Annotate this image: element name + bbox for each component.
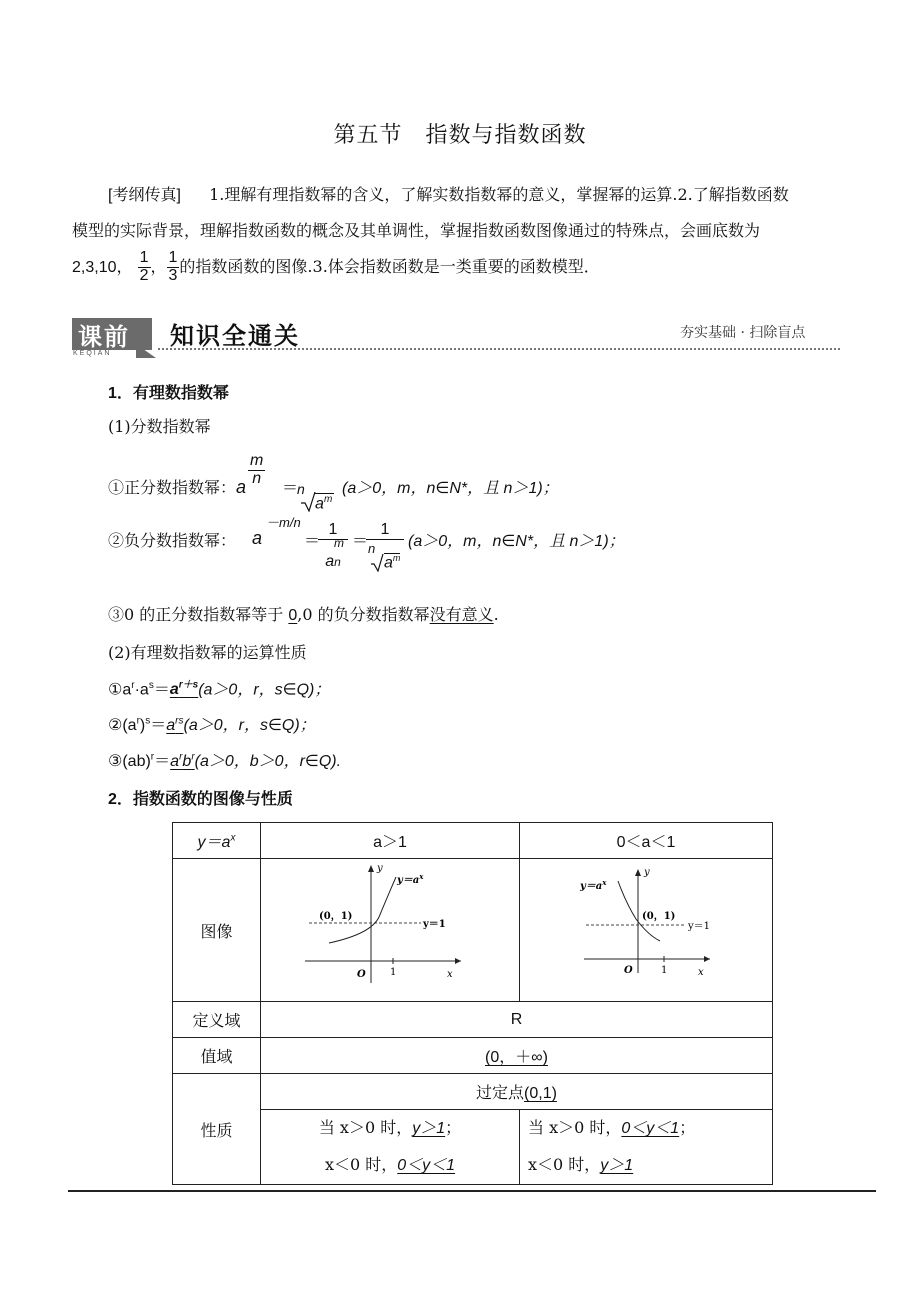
property-a-lt-1 (520, 1110, 773, 1185)
row-label-image: 图像 (173, 859, 261, 1002)
den-base: a (325, 552, 335, 570)
radicand (384, 553, 400, 572)
rule-3-base: ③(ab) (108, 753, 151, 770)
rule-2-exp-r: r (136, 715, 140, 727)
ans-base: a (169, 681, 179, 699)
exp-frac (248, 453, 265, 488)
table-row-monotonic (173, 1110, 773, 1185)
prop-answer: 0＜y＜1 (397, 1157, 456, 1174)
rule-1-base: ①a (108, 681, 132, 699)
origin-label: O (624, 965, 633, 976)
one-label: 1 (661, 965, 668, 976)
header-function-exp: x (230, 832, 236, 844)
zero-text-1: ③0 的正分数指数幂等于 (108, 605, 289, 624)
x-label: x (447, 969, 453, 980)
formula-positive-label: ①正分数指数幂： (108, 478, 237, 497)
fixed-point-value: (0,1) (524, 1085, 557, 1102)
rule-1-dot: ·a (134, 681, 149, 699)
header-function (173, 823, 261, 859)
exp-curve (329, 877, 396, 943)
section-1-sub-2: (2)有理数指数幂的运算性质 (108, 643, 307, 662)
prop-1-line-2 (261, 1147, 519, 1184)
banner-triangle (136, 344, 156, 358)
base-a: a (236, 477, 247, 497)
ans-b-exp: r (191, 751, 195, 763)
y-arrow-icon (368, 865, 374, 872)
root-index: n (297, 481, 305, 497)
rule-2-cond: (a＞0，r，s∈Q)； (183, 717, 316, 734)
rule-1-exp-s: s (148, 680, 154, 691)
curve-label (579, 878, 607, 892)
neg-exp: －m/n (266, 515, 301, 530)
bottom-rule (68, 1190, 876, 1192)
eq-sign: ＝ (150, 717, 167, 734)
graph-cell-1 (261, 859, 520, 1002)
frac-num: 1 (168, 249, 178, 266)
x-arrow-icon (704, 956, 710, 962)
curve-label-exp: x (419, 872, 424, 881)
frac-den-root (366, 540, 404, 570)
formula-negative (108, 515, 668, 588)
origin-label: O (357, 969, 366, 980)
ans-b: b (182, 753, 192, 770)
frac-num: 1 (139, 249, 149, 266)
property-a-gt-1 (261, 1110, 520, 1185)
table-row-range (173, 1038, 773, 1074)
banner-slogan: 夯实基础 · 扫除盲点 (680, 325, 806, 341)
fixed-point-cell (261, 1074, 773, 1110)
section-1-sub: (1)分数指数幂 (108, 417, 211, 436)
rule-2-exp-s: s (145, 715, 151, 727)
ans-base: a (166, 717, 176, 734)
banner-title: 知识全通关 (170, 323, 300, 350)
curve-label-text: y＝a (580, 881, 603, 892)
ans-exp: rs (175, 715, 184, 727)
prop-1-line-1 (261, 1110, 519, 1147)
radical-icon (370, 552, 384, 572)
header-a-lt-1 (520, 823, 773, 859)
intro-tag: [考纲传真] (108, 187, 181, 204)
row-label-property: 性质 (173, 1074, 261, 1185)
x-arrow-icon (455, 958, 461, 964)
prop-2-line-1 (528, 1110, 772, 1147)
root-index: n (368, 540, 376, 556)
banner-sub-label: KEQIAN (73, 350, 112, 357)
formula-zero (108, 602, 499, 625)
range-value: (0，＋∞) (485, 1049, 548, 1066)
formula-positive-cond: (a＞0，m，n∈N*，且 n＞1)； (342, 480, 559, 497)
domain-value: R (261, 1002, 773, 1038)
graph-decreasing (520, 859, 772, 997)
eq-sign: ＝ (153, 681, 170, 699)
frac-one-over-root (366, 522, 404, 570)
line-label: y＝1 (688, 921, 711, 932)
row-label-domain: 定义域 (173, 1002, 261, 1038)
prop-text: 当 x＞0 时， (318, 1118, 413, 1137)
y-label: y (644, 867, 650, 878)
rule-2-base: ②(a (108, 717, 137, 734)
header-function-text: y＝a (197, 834, 231, 851)
rule-3 (108, 748, 341, 771)
rule-3-cond: (a＞0，b＞0，r∈Q). (194, 753, 342, 770)
exp-function-table (172, 822, 773, 1185)
frac-power (236, 452, 282, 498)
intro-text-3: 的指数函数的图像.3.体会指数函数是一类重要的函数模型． (179, 256, 600, 276)
rule-2-answer (166, 717, 183, 734)
fixed-point-label: 过定点 (476, 1083, 525, 1102)
zero-text-2: ,0 的负分数指数幂 (297, 605, 430, 624)
rule-2 (108, 712, 316, 735)
formula-negative-cond: (a＞0，m，n∈N*，且 n＞1)； (408, 533, 625, 550)
zero-text-3: . (493, 605, 499, 624)
den-exp-m: m (334, 536, 344, 550)
rule-2-close: ) (139, 717, 146, 734)
table-row-image (173, 859, 773, 1002)
intro-bases: 2,3,10， (72, 258, 133, 276)
row-label-range: 值域 (173, 1038, 261, 1074)
graph-cell-2 (520, 859, 773, 1002)
radicand-exp: m (323, 494, 333, 505)
radicand-base: a (384, 554, 393, 572)
den-exp-n: n (334, 554, 341, 569)
rule-3-exp: r (150, 751, 155, 763)
intro-line-3 (72, 250, 600, 285)
y-label: y (377, 863, 383, 874)
graph-increasing (261, 859, 519, 997)
intro-line-2: 模型的实际背景，理解指数函数的概念及其单调性，掌握指数函数图像通过的特殊点，会画底数为 (72, 221, 761, 240)
prop-2-line-2 (528, 1147, 772, 1184)
curve-label-text: y＝a (397, 875, 420, 886)
section-2-heading: 2．指数函数的图像与性质 (108, 791, 293, 808)
header-a-gt-1 (261, 823, 520, 859)
one-label: 1 (390, 967, 397, 978)
ans-a-exp: r (179, 751, 183, 763)
section-1-heading: 1．有理数指数幂 (108, 385, 229, 402)
banner-tab-label: 课前 (78, 324, 130, 351)
curve-label-exp: x (602, 878, 607, 887)
prop-answer: y＞1 (600, 1157, 634, 1174)
y-arrow-icon (635, 869, 641, 876)
zero-answer: 0 (288, 607, 298, 624)
prop-text: 当 x＞0 时， (528, 1118, 622, 1137)
radicand-base: a (315, 495, 324, 513)
prop-text: x＜0 时， (528, 1155, 601, 1174)
fraction-third (167, 250, 180, 285)
rule-1-cond: (a＞0，r，s∈Q)； (198, 681, 331, 699)
curve-label (396, 872, 424, 886)
range-cell (261, 1038, 773, 1074)
radicand (315, 493, 334, 513)
fraction-half (138, 250, 151, 285)
table-header-row (173, 823, 773, 859)
rule-1-exp-r: r (131, 680, 135, 691)
radicand-exp: m (392, 552, 401, 563)
frac-den: 2 (139, 266, 149, 284)
frac-den: 3 (168, 266, 178, 284)
eq-sign-2: ＝ (352, 531, 369, 550)
den-exp (334, 555, 341, 569)
intro-line-1 (108, 182, 789, 205)
eq-sign: ＝ (154, 753, 171, 770)
radical-icon (300, 490, 316, 512)
prop-end: ； (679, 1118, 696, 1137)
x-label: x (698, 967, 704, 978)
prop-answer: 0＜y＜1 (621, 1120, 680, 1137)
ans-a: a (170, 753, 180, 770)
frac-num: 1 (366, 522, 404, 540)
prop-text: x＜0 时， (324, 1155, 398, 1174)
rule-3-answer (170, 753, 195, 770)
prop-answer: y＞1 (412, 1120, 446, 1137)
rule-1-answer (170, 681, 198, 698)
rule-1 (108, 676, 330, 699)
point-label: (0，1) (642, 911, 676, 922)
page-title: 第五节 指数与指数函数 (333, 123, 587, 148)
table-row-fixed-point (173, 1074, 773, 1110)
eq-sign-1: ＝ (304, 531, 321, 550)
eq-sign: ＝ (282, 478, 299, 497)
point-label: (0，1) (319, 911, 353, 922)
frac-sep: ， (150, 256, 167, 276)
frac-num: 1 (318, 522, 348, 540)
ans-exp: r＋s (178, 680, 199, 691)
intro-text-1: 1.理解有理指数幂的含义，了解实数指数幂的意义，掌握幂的运算.2.了解指数函数 (209, 185, 789, 204)
undefined-answer: 没有意义 (429, 605, 494, 624)
header-a-lt-1-text: 0＜a＜1 (616, 834, 676, 851)
formula-negative-label: ②负分数指数幂： (108, 531, 237, 550)
base-a: a (252, 528, 263, 548)
exp-num: m (250, 452, 264, 469)
prop-end: ； (445, 1118, 462, 1137)
banner-dotted-line (158, 348, 840, 350)
table-row-domain (173, 1002, 773, 1038)
header-a-gt-1-text: a＞1 (373, 834, 407, 851)
exp-den: n (252, 469, 262, 487)
formula-positive (108, 452, 559, 513)
line-label: y＝1 (423, 919, 446, 930)
